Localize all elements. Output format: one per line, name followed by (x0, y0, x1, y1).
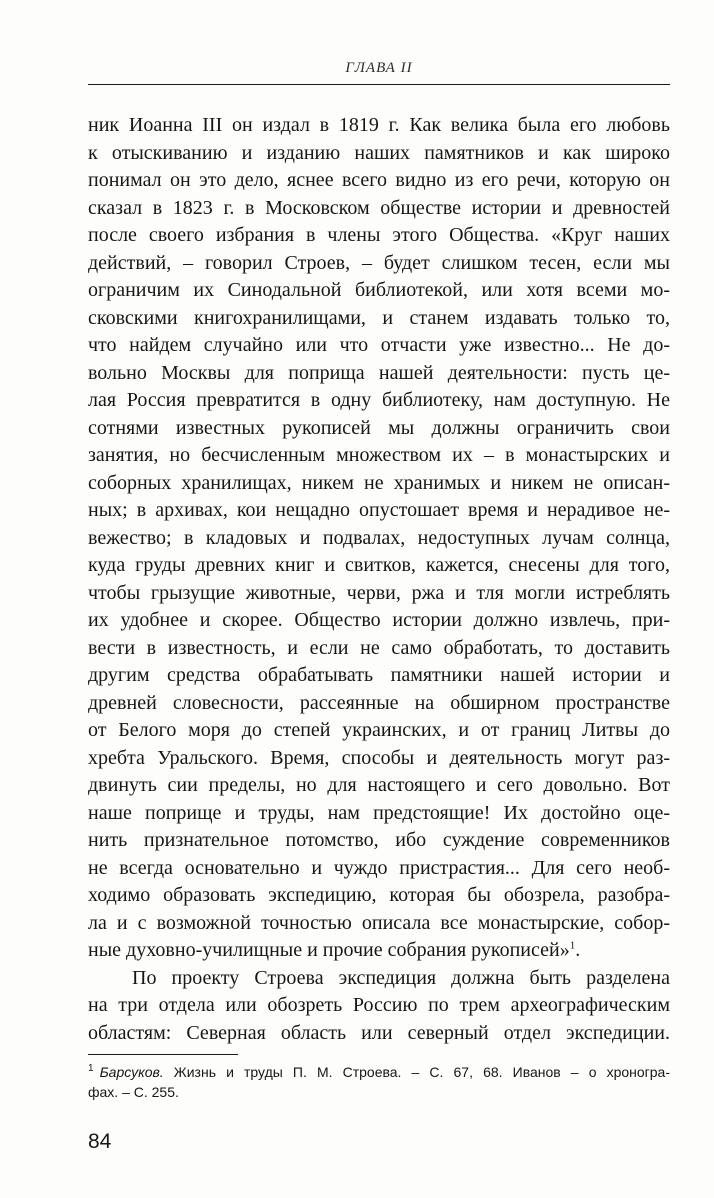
text-line: вольно Москвы для поприща нашей деятельности: пусть це- (88, 361, 670, 384)
paragraph-first-line: По проекту Строева экспедиция должна быть разделена (132, 966, 670, 989)
text-line: действий, – говорил Строев, – будет слишком тесен, если мы (88, 251, 670, 274)
text-line: понимал он это дело, яснее всего видно из его речи, которую он (88, 169, 670, 191)
text-line: сковскими книгохранилищами, и станем издавать только то, (88, 306, 670, 329)
text-line: после своего избрания в члены этого Общества. «Круг наших (88, 224, 670, 246)
footnote-text: Жизнь и труды П. М. Строева. – С. 67, 68. Иванов – о хроногра- (173, 1064, 671, 1080)
text-line: наше поприще и труды, нам предстоящие! Их достойно оце- (88, 801, 670, 824)
footnote-number: 1 (88, 1063, 94, 1075)
text-line: ходимо образовать экспедицию, которая бы обозрела, разобра- (88, 884, 670, 906)
text-line: от Белого моря до степей украинских, и от границ Литвы до (88, 719, 670, 741)
text-line: ограничим их Синодальной библиотекой, или хотя всеми мо- (88, 279, 670, 301)
text-line: соборных хранилищах, никем не хранимых и никем не описан- (88, 471, 670, 494)
text-line: областям: Северная область или северный отдел экспедиции. (88, 1021, 670, 1044)
footnote-line: фах. – С. 255. (88, 1084, 179, 1100)
text-line: вести в известность, и если не само обработать, то доставить (88, 636, 670, 659)
text-line: ник Иоанна III он издал в 1819 г. Как велика была его любовь (88, 114, 670, 136)
body-text (88, 112, 670, 1047)
text-line: на три отдела или обозреть Россию по трем археографическим (88, 994, 670, 1016)
text-line: ные духовно-училищные и прочие собрания рукописей»$^1$. (88, 939, 581, 961)
text-line: хребта Уральского. Время, способы и деятельность могут раз- (88, 746, 670, 769)
text-line: к отыскиванию и изданию наших памятников и как широко (88, 141, 670, 164)
text-line: нить признательное потомство, ибо суждение современников (88, 829, 670, 851)
footnote-rule (88, 1054, 238, 1055)
text-line: не всегда основательно и чуждо пристрастия... Для сего необ- (88, 856, 670, 879)
text-line-content: ные духовно-училищные и прочие собрания рукописей» (88, 939, 570, 961)
text-line: другим средства обрабатывать памятники нашей истории и (88, 664, 670, 686)
text-line: сотнями известных рукописей мы должны ограничить свои (88, 416, 670, 439)
text-line: куда груды древних книг и свитков, кажется, снесены для того, (88, 554, 670, 576)
running-head: ГЛАВА II (345, 60, 413, 76)
text-line: вежество; в кладовых и подвалах, недоступных лучам солнца, (88, 526, 670, 549)
footnote-author: Барсуков. (99, 1064, 164, 1080)
text-line: сказал в 1823 г. в Московском обществе истории и древностей (88, 196, 670, 219)
text-line: двинуть сии пределы, но для настоящего и сего довольно. Вот (88, 774, 670, 796)
footnote (88, 1062, 670, 1102)
text-line: их удобнее и скорее. Общество истории должно извлечь, при- (88, 609, 670, 631)
text-line: древней словесности, рассеянные на обширном пространстве (88, 691, 670, 714)
text-line: чтобы грызущие животные, черви, ржа и тля могли истреблять (88, 581, 670, 604)
footnote-line (88, 1062, 670, 1082)
footnote-reference[interactable]: 1 (569, 939, 576, 952)
text-line: что найдем случайно или что отчасти уже известно... Не до- (88, 334, 670, 356)
text-line: занятия, но бесчисленным множеством их – в монастырских и (88, 444, 670, 466)
text-line: ла и с возможной точностью описала все монастырские, собор- (88, 911, 670, 934)
text-line: лая Россия превратится в одну библиотеку, нам доступную. Не (88, 389, 670, 411)
page-number: 84 (88, 1130, 112, 1153)
header-rule (88, 84, 670, 85)
text-line: ных; в архивах, кои нещадно опустошает время и нерадивое не- (88, 499, 670, 521)
